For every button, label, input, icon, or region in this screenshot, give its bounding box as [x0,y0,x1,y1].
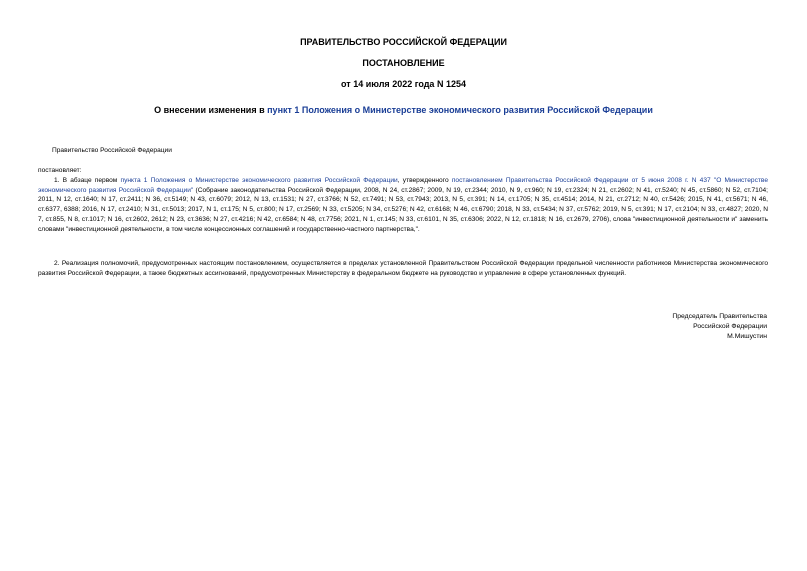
signature-name: М.Мишустин [727,333,767,340]
government-text: Правительство Российской Федерации [52,147,172,154]
item-1-middle: , утвержденного [397,177,452,184]
item-1-rest: (Собрание законодательства Российской Федерации, 2008, N 24, ст.2867; 2009, N 19, ст.2344; 2010, N 9, ст.960; N 19, ст.2324; N 21, ст.2602; N 41, ст.5240; N 45, ст.5860; N 52, ст.7104; 2011, N 12, ст.1640; N 17, ст.2411; N 36, ст.5149; N 43, ст.6079; 2012, N 13, ст.1531; N 27, ст.3766; N 52, ст.7491; N 53, ст.7943; 2013, N 5, ст.391; N 14, ст.1705; N 35, ст.4514; 2014, N 21, ст.2712; N 40, ст.5426; 2015, N 41, ст.5671; N 46, ст.6377, 6388; 2016, N 17, ст.2410; N 31, ст.5013; 2017, N 1, ст.175; N 5, ст.800; N 17, ст.2569; N 33, ст.5205; N 34, ст.5276; N 42, ст.6168; N 46, ст.6790; 2018, N 33, ст.5434; N 37, ст.5762; 2019, N 5, ст.391; N 17, ст.2104; N 33, ст.4827; 2020, N 7, ст.855, N 8, ст.1017; N 16, ст.2602, 2612; N 23, ст.3636; N 27, ст.4216; N 42, ст.6584; N 48, ст.7756; 2021, N 1, ст.145; N 33, ст.6101, N 35, ст.6306; 2022, N 12, ст.1818; N 16, ст.2679, 2706), слова "инвестиционной деятельности и" заменить словами "инвестиционной деятельности, в том числе концессионных соглашений и государственно-частного партнерства,". [38,186,769,233]
item-1-prefix: 1. В абзаце первом [54,177,121,184]
signature-organization: Российской Федерации [693,323,767,330]
document-organization: ПРАВИТЕЛЬСТВО РОССИЙСКОЙ ФЕДЕРАЦИИ [300,37,507,47]
item-2-paragraph: 2. Реализация полномочий, предусмотренных настоящим постановлением, осуществляется в пределах установленной Правительством Российской Федерации предельной численности работников Министерства экономического развития Российской Федерации, а также бюджетных ассигнований, предусмотренных Министерству в федеральном бюджете на руководство и управление в сфере установленных функций. [38,260,768,277]
document-date-number: от 14 июля 2022 года N 1254 [341,79,466,89]
item-1-paragraph [38,176,768,234]
signature-position: Председатель Правительства [672,313,767,320]
document-type: ПОСТАНОВЛЕНИЕ [362,58,445,68]
subject-prefix: О внесении изменения в [154,105,268,115]
item-1-link-regulation[interactable]: пункта 1 Положения о Министерстве экономического развития Российской Федерации [120,177,398,184]
subject-link[interactable]: пункт 1 Положения о Министерстве экономического развития Российской Федерации [267,105,653,115]
document-subject [0,105,807,116]
item-1-link-decree[interactable]: постановлением Правительства Российской Федерации от 5 июня 2008 г. N 437 "О Министерстве экономического развития Российской Федерации" [38,177,768,194]
decrees-text: постановляет: [38,167,82,174]
